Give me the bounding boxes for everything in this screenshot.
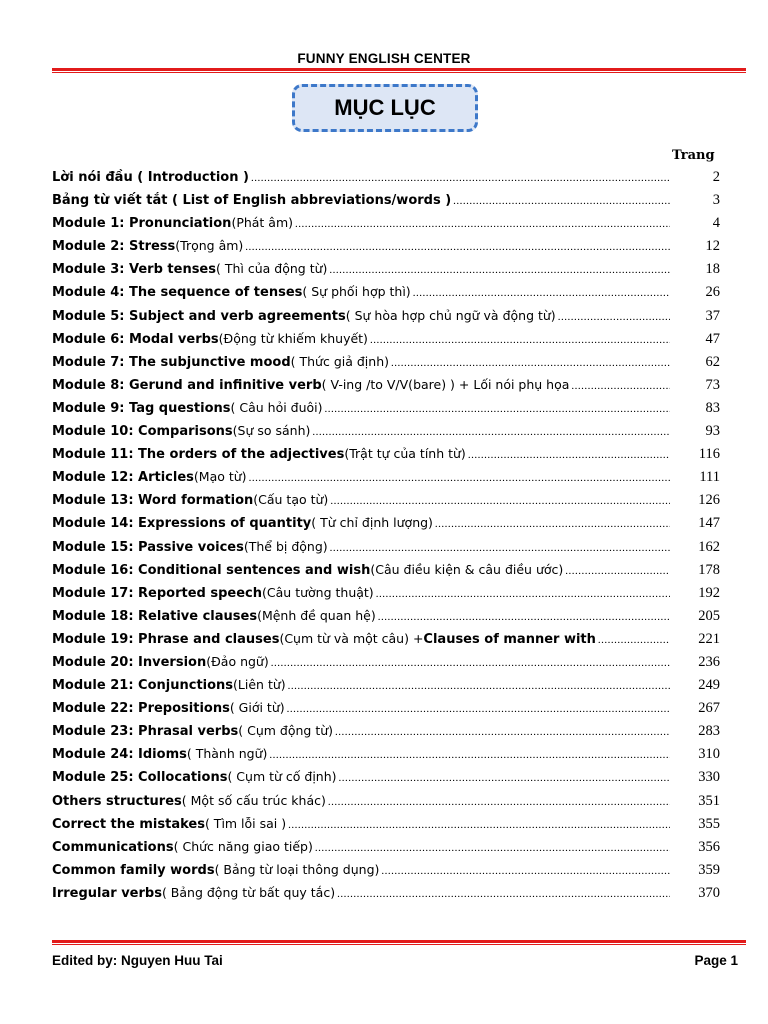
- toc-entry-page: 236: [698, 653, 720, 670]
- toc-entry-page: 283: [698, 723, 720, 740]
- toc-entry-leader-dots: [571, 380, 670, 392]
- toc-entry-title: Module 19: Phrase and clauses: [52, 631, 280, 647]
- footer-editor: Edited by: Nguyen Huu Tai: [52, 953, 223, 968]
- toc-entry-page: 330: [698, 769, 720, 786]
- toc-entry: [52, 862, 720, 885]
- toc-entry-page: 83: [705, 399, 720, 416]
- toc-entry-leader-dots: [287, 703, 670, 715]
- toc-entry-description: (Cụm từ và một câu) +: [279, 630, 424, 646]
- toc-entry-leader-dots: [245, 241, 670, 253]
- footer-page-number: Page 1: [694, 953, 738, 968]
- toc-entry-title: Module 21: Conjunctions: [52, 678, 234, 694]
- toc-entry-title: Module 6: Modal verbs: [52, 331, 219, 347]
- page-column-label: Trang: [672, 148, 715, 163]
- toc-entry-description: ( V-ing /to V/V(bare) ) + Lối nói phụ họa: [321, 376, 570, 392]
- toc-entry-title: Module 20: Inversion: [52, 654, 207, 670]
- toc-entry-page: 351: [698, 792, 720, 809]
- toc-entry: [52, 331, 720, 354]
- toc-entry: [52, 284, 720, 307]
- toc-entry-extra: Clauses of manner with: [423, 631, 596, 647]
- toc-entry-description: (Động từ khiếm khuyết): [218, 330, 368, 346]
- toc-entry-leader-dots: [565, 565, 670, 577]
- toc-entry-leader-dots: [325, 403, 670, 415]
- toc-entry-title: Module 2: Stress: [52, 239, 176, 255]
- toc-entry-leader-dots: [249, 472, 670, 484]
- toc-entry-leader-dots: [288, 680, 670, 692]
- toc-entry: [52, 515, 720, 538]
- toc-entry: [52, 585, 720, 608]
- toc-entry: [52, 446, 720, 469]
- toc-entry-leader-dots: [312, 426, 670, 438]
- toc-entry: [52, 608, 720, 631]
- toc-entry: [52, 400, 720, 423]
- toc-entry-title: Module 10: Comparisons: [52, 424, 233, 440]
- toc-entry-description: (Thể bị động): [243, 538, 328, 554]
- toc-entry-page: 126: [698, 492, 720, 509]
- toc-entry-title: Module 12: Articles: [52, 470, 194, 486]
- toc-entry-title: Module 25: Collocations: [52, 770, 228, 786]
- toc-entry-description: ( Từ chỉ định lượng): [311, 515, 433, 531]
- toc-entry: [52, 423, 720, 446]
- toc-entry-description: (Liên từ): [233, 677, 286, 693]
- toc-entry: [52, 377, 720, 400]
- toc-entry-page: 47: [705, 330, 720, 347]
- toc-entry-description: (Mạo từ): [193, 469, 247, 485]
- toc-entry-page: 178: [698, 561, 720, 578]
- toc-entry-description: ( Giới từ): [229, 700, 285, 716]
- toc-entry-description: ( Bảng từ loại thông dụng): [214, 861, 380, 877]
- toc-entry-page: 205: [698, 607, 720, 624]
- toc-entry-title: Module 13: Word formation: [52, 493, 254, 509]
- toc-entry-leader-dots: [378, 611, 670, 623]
- toc-entry-page: 310: [698, 746, 720, 763]
- toc-entry-description: (Mệnh đề quan hệ): [257, 607, 376, 623]
- toc-entry-page: 267: [698, 700, 720, 717]
- toc-entry-description: ( Chức năng giao tiếp): [173, 838, 313, 854]
- toc-entry-description: ( Một số cấu trúc khác): [181, 792, 326, 808]
- toc-entry-description: (Trọng âm): [175, 238, 244, 254]
- toc-entry-page: 356: [698, 838, 720, 855]
- toc-entry: [52, 169, 720, 192]
- footer-divider: [52, 940, 746, 943]
- toc-entry: [52, 700, 720, 723]
- toc-entry-title: Module 3: Verb tenses: [52, 262, 216, 278]
- toc-entry-description: (Sự so sánh): [232, 423, 311, 439]
- toc-entry-title: Module 5: Subject and verb agreements: [52, 308, 346, 324]
- toc-entry-leader-dots: [328, 796, 670, 808]
- toc-entry-leader-dots: [335, 726, 670, 738]
- toc-entry-page: 93: [705, 423, 720, 440]
- toc-entry-page: 370: [698, 884, 720, 901]
- toc-entry: [52, 631, 720, 654]
- toc-entry-title: Module 22: Prepositions: [52, 701, 230, 717]
- toc-entry-leader-dots: [391, 357, 670, 369]
- toc-entry-leader-dots: [370, 334, 670, 346]
- toc-list: [52, 169, 720, 908]
- toc-entry-title: Module 16: Conditional sentences and wish: [52, 562, 371, 578]
- toc-entry-page: 4: [712, 215, 720, 232]
- toc-entry-description: ( Sự hòa hợp chủ ngữ và động từ): [345, 307, 556, 323]
- toc-entry-page: 359: [698, 861, 720, 878]
- toc-entry: [52, 539, 720, 562]
- toc-entry-leader-dots: [295, 218, 670, 230]
- toc-entry: [52, 654, 720, 677]
- toc-entry-page: 192: [698, 584, 720, 601]
- toc-entry: [52, 885, 720, 908]
- toc-entry-description: ( Tìm lỗi sai ): [204, 815, 287, 831]
- toc-entry-title: Module 24: Idioms: [52, 747, 187, 763]
- toc-entry-leader-dots: [251, 172, 670, 184]
- toc-entry-page: 12: [705, 238, 720, 255]
- toc-entry: [52, 238, 720, 261]
- toc-entry: [52, 469, 720, 492]
- toc-entry-page: 18: [705, 261, 720, 278]
- toc-entry-title: Module 15: Passive voices: [52, 539, 244, 555]
- toc-entry: [52, 746, 720, 769]
- toc-entry-leader-dots: [315, 842, 670, 854]
- toc-entry: [52, 723, 720, 746]
- toc-entry-leader-dots: [453, 195, 670, 207]
- toc-entry-description: ( Thức giả định): [290, 353, 389, 369]
- toc-entry-page: 73: [705, 376, 720, 393]
- toc-entry: [52, 261, 720, 284]
- toc-entry-leader-dots: [330, 495, 670, 507]
- header-divider: [52, 68, 746, 71]
- toc-entry: [52, 215, 720, 238]
- toc-entry: [52, 816, 720, 839]
- toc-entry-leader-dots: [376, 588, 670, 600]
- toc-entry-page: 111: [699, 469, 720, 486]
- toc-entry-leader-dots: [271, 657, 670, 669]
- toc-entry-leader-dots: [288, 819, 670, 831]
- toc-entry-title: Common family words: [52, 862, 215, 878]
- toc-entry-description: (Cấu tạo từ): [253, 492, 329, 508]
- toc-entry-description: ( Thì của động từ): [216, 261, 328, 277]
- toc-entry-title: Irregular verbs: [52, 885, 162, 901]
- toc-entry-title: Bảng từ viết tắt ( List of English abbreviations/words ): [52, 193, 452, 209]
- toc-entry-title: Others structures: [52, 793, 182, 809]
- toc-entry-description: ( Cụm từ cố định): [227, 769, 337, 785]
- toc-entry-title: Module 8: Gerund and infinitive verb: [52, 377, 322, 393]
- toc-entry-description: (Đảo ngữ): [206, 653, 269, 669]
- toc-entry: [52, 492, 720, 515]
- toc-entry-leader-dots: [337, 888, 670, 900]
- toc-entry-description: (Phát âm): [231, 215, 294, 231]
- toc-entry-title: Module 17: Reported speech: [52, 585, 263, 601]
- toc-entry-title: Module 1: Pronunciation: [52, 216, 232, 232]
- toc-entry-leader-dots: [435, 518, 670, 530]
- toc-entry-description: (Câu điều kiện & câu điều ước): [370, 561, 564, 577]
- toc-entry-leader-dots: [558, 311, 670, 323]
- toc-entry-title: Communications: [52, 839, 174, 855]
- document-header-title: FUNNY ENGLISH CENTER: [297, 51, 471, 66]
- toc-entry-description: ( Sự phối hợp thì): [302, 284, 411, 300]
- toc-entry-title: Correct the mistakes: [52, 816, 205, 832]
- toc-entry-leader-dots: [468, 449, 670, 461]
- toc-entry-leader-dots: [330, 542, 670, 554]
- toc-entry-title: Lời nói đầu ( Introduction ): [52, 170, 249, 185]
- toc-entry-page: 162: [698, 538, 720, 555]
- toc-entry-description: ( Thành ngữ): [186, 746, 268, 762]
- toc-heading-box: [292, 84, 478, 132]
- toc-entry-page: 249: [698, 677, 720, 694]
- toc-entry-description: ( Bảng động từ bất quy tắc): [161, 884, 336, 900]
- toc-entry-leader-dots: [381, 865, 670, 877]
- toc-heading: MỤC LỤC: [334, 95, 436, 120]
- toc-entry-description: ( Câu hỏi đuôi): [230, 399, 323, 415]
- toc-entry-page: 26: [705, 284, 720, 301]
- toc-entry-leader-dots: [269, 749, 670, 761]
- toc-entry-leader-dots: [598, 634, 670, 646]
- toc-entry-description: ( Cụm động từ): [238, 723, 334, 739]
- toc-entry-title: Module 23: Phrasal verbs: [52, 724, 239, 740]
- toc-entry: [52, 793, 720, 816]
- toc-entry-title: Module 14: Expressions of quantity: [52, 516, 312, 532]
- toc-entry: [52, 308, 720, 331]
- toc-entry-title: Module 4: The sequence of tenses: [52, 285, 303, 301]
- toc-entry-title: Module 7: The subjunctive mood: [52, 354, 291, 370]
- toc-entry-leader-dots: [329, 264, 670, 276]
- toc-entry: [52, 769, 720, 792]
- toc-entry: [52, 839, 720, 862]
- toc-entry-page: 221: [698, 630, 720, 647]
- footer-divider-thin: [52, 944, 746, 945]
- toc-entry-page: 3: [712, 192, 720, 209]
- toc-entry: [52, 677, 720, 700]
- toc-entry: [52, 354, 720, 377]
- toc-entry-page: 116: [698, 446, 720, 463]
- toc-entry-page: 355: [698, 815, 720, 832]
- toc-entry-description: (Câu tường thuật): [262, 584, 374, 600]
- toc-entry: [52, 192, 720, 215]
- toc-entry-page: 2: [712, 169, 720, 185]
- toc-entry-leader-dots: [339, 772, 670, 784]
- toc-entry: [52, 562, 720, 585]
- toc-entry-description: (Trật tự của tính từ): [344, 446, 466, 462]
- toc-entry-title: Module 11: The orders of the adjectives: [52, 447, 345, 463]
- toc-entry-title: Module 9: Tag questions: [52, 400, 231, 416]
- toc-entry-page: 37: [705, 307, 720, 324]
- toc-entry-leader-dots: [413, 287, 670, 299]
- header-divider-thin: [52, 72, 746, 73]
- toc-entry-title: Module 18: Relative clauses: [52, 608, 258, 624]
- toc-entry-page: 147: [698, 515, 720, 532]
- toc-entry-page: 62: [705, 353, 720, 370]
